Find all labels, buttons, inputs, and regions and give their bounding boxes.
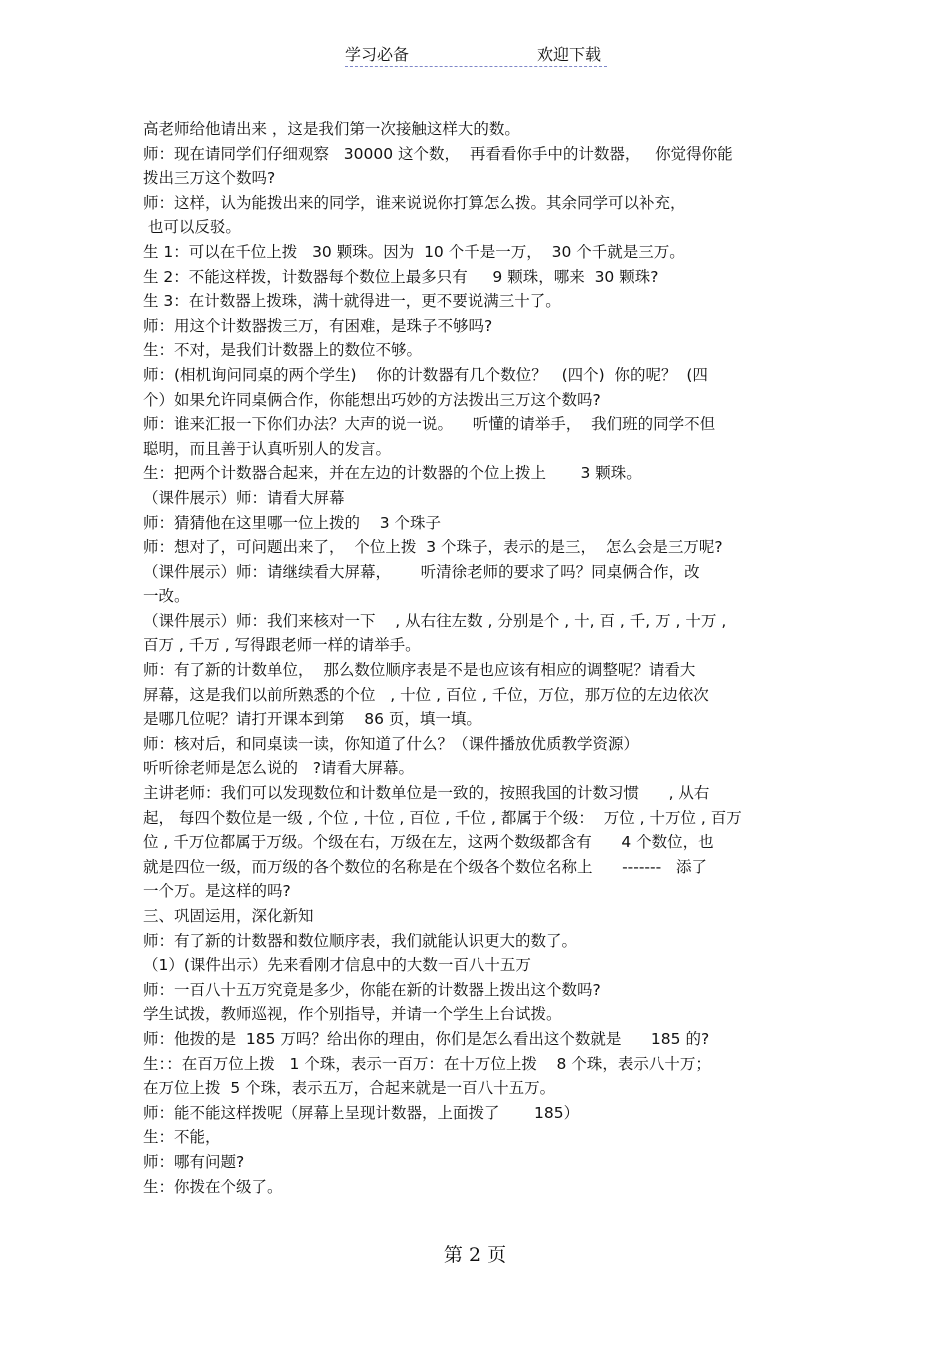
text-line: 三、巩固运用，深化新知 [143, 907, 314, 925]
page-header [345, 40, 607, 67]
header-left-text: 学习必备 [345, 45, 410, 64]
text-line: （课件展示）师：请看大屏幕 [143, 488, 345, 507]
text-line: 师：谁来汇报一下你们办法？大声的说一说。 听懂的请举手， 我们班的同学不但 [143, 415, 716, 434]
text-line: 师：(相机询问同桌的两个学生) 你的计数器有几个数位？ (四个) 你的呢？ (四 [143, 365, 708, 384]
header-right-text: 欢迎下载 [536, 45, 601, 64]
text-line: 主讲老师：我们可以发现数位和计数单位是一致的，按照我国的计数习惯 , 从右 [143, 784, 710, 803]
text-line: 师：核对后，和同桌读一读，你知道了什么？（课件播放优质教学资源） [143, 734, 640, 753]
text-line: 生：你拨在个级了。 [143, 1177, 283, 1196]
text-line: 是哪几位呢？请打开课本到第 86 页，填一填。 [143, 710, 482, 729]
text-line: 生 2：不能这样拨，计数器每个数位上最多只有 9 颗珠，哪来 30 颗珠? [143, 267, 659, 286]
text-line: 个）如果允许同桌俩合作，你能想出巧妙的方法拨出三万这个数吗? [143, 390, 601, 409]
text-line: 师：一百八十五万究竟是多少，你能在新的计数器上拨出这个数吗? [143, 980, 601, 999]
text-line: 屏幕，这是我们以前所熟悉的个位 , 十位 , 百位 , 千位，万位，那万位的左边依次 [143, 685, 709, 704]
text-line: 师：有了新的计数器和数位顺序表，我们就能认识更大的数了。 [143, 931, 578, 950]
text-line: 生 3：在计数器上拨珠，满十就得进一，更不要说满三十了。 [143, 292, 561, 311]
text-line: 听听徐老师是怎么说的 ?请看大屏幕。 [143, 759, 415, 778]
document-body [143, 117, 811, 1199]
text-line: 师：能不能这样拨呢（屏幕上呈现计数器，上面拨了 185） [143, 1103, 580, 1122]
text-line: 师：现在请同学们仔细观察 30000 这个数， 再看看你手中的计数器， 你觉得你能 [143, 144, 733, 163]
text-line: 百万 , 千万 , 写得跟老师一样的请举手。 [143, 636, 421, 655]
text-line: 在万位上拨 5 个珠，表示五万，合起来就是一百八十五万。 [143, 1079, 556, 1098]
page-number: 第 2 页 [443, 1244, 507, 1266]
text-line: 聪明，而且善于认真听别人的发言。 [143, 439, 392, 458]
text-line: 一改。 [143, 587, 190, 606]
text-line: 也可以反驳。 [143, 218, 241, 237]
text-line: （课件展示）师：我们来核对一下 , 从右往左数 , 分别是个 , 十, 百 , 千, 万 , 十万 , [143, 611, 727, 630]
text-line: 拨出三万这个数吗? [143, 169, 276, 188]
text-line: 师：他拨的是 185 万吗？给出你的理由，你们是怎么看出这个数就是 185 的? [143, 1029, 710, 1048]
text-line: 生：不对，是我们计数器上的数位不够。 [143, 341, 423, 360]
text-line: 师：猜猜他在这里哪一位上拨的 3 个珠子 [143, 513, 441, 532]
text-line: （1）(课件出示）先来看刚才信息中的大数一百八十五万 [143, 956, 531, 975]
text-line: 生 1：可以在千位上拨 30 颗珠。因为 10 个千是一万， 30 个千就是三万。 [143, 242, 685, 261]
text-line: 学生试拨，教师巡视，作个别指导，并请一个学生上台试拨。 [143, 1005, 562, 1024]
text-line: 一个万。是这样的吗? [143, 882, 291, 901]
text-line: 就是四位一级，而万级的各个数位的名称是在个级各个数位名称上 ------- 添了 [143, 857, 707, 876]
text-line: 位 , 千万位都属于万级。个级在右，万级在左，这两个数级都含有 4 个数位，也 [143, 833, 714, 852]
text-line: 生：把两个计数器合起来，并在左边的计数器的个位上拨上 3 颗珠。 [143, 464, 642, 483]
text-line: （课件展示）师：请继续看大屏幕， 听清徐老师的要求了吗？同桌俩合作，改 [143, 562, 700, 581]
text-line: 师：这样，认为能拨出来的同学，谁来说说你打算怎么拨。其余同学可以补充， [143, 193, 686, 212]
text-line: 高老师给他请出来 ，这是我们第一次接触这样大的数。 [143, 120, 520, 138]
text-line: 起， 每四个数位是一级 , 个位 , 十位 , 百位 , 千位 , 都属于个级： 万位 , 十万位 , 百万 [143, 808, 742, 827]
text-line: 师：想对了，可问题出来了， 个位上拨 3 个珠子，表示的是三， 怎么会是三万呢? [143, 538, 723, 557]
text-line: 师：用这个计数器拨三万，有困难，是珠子不够吗? [143, 316, 493, 335]
text-line: 师：哪有问题? [143, 1152, 245, 1171]
text-line: 师：有了新的计数单位， 那么数位顺序表是不是也应该有相应的调整呢？请看大 [143, 661, 696, 680]
text-line: 生：：在百万位上拨 1 个珠，表示一百万：在十万位上拨 8 个珠，表示八十万； [143, 1054, 711, 1073]
text-line: 生：不能， [143, 1128, 221, 1147]
